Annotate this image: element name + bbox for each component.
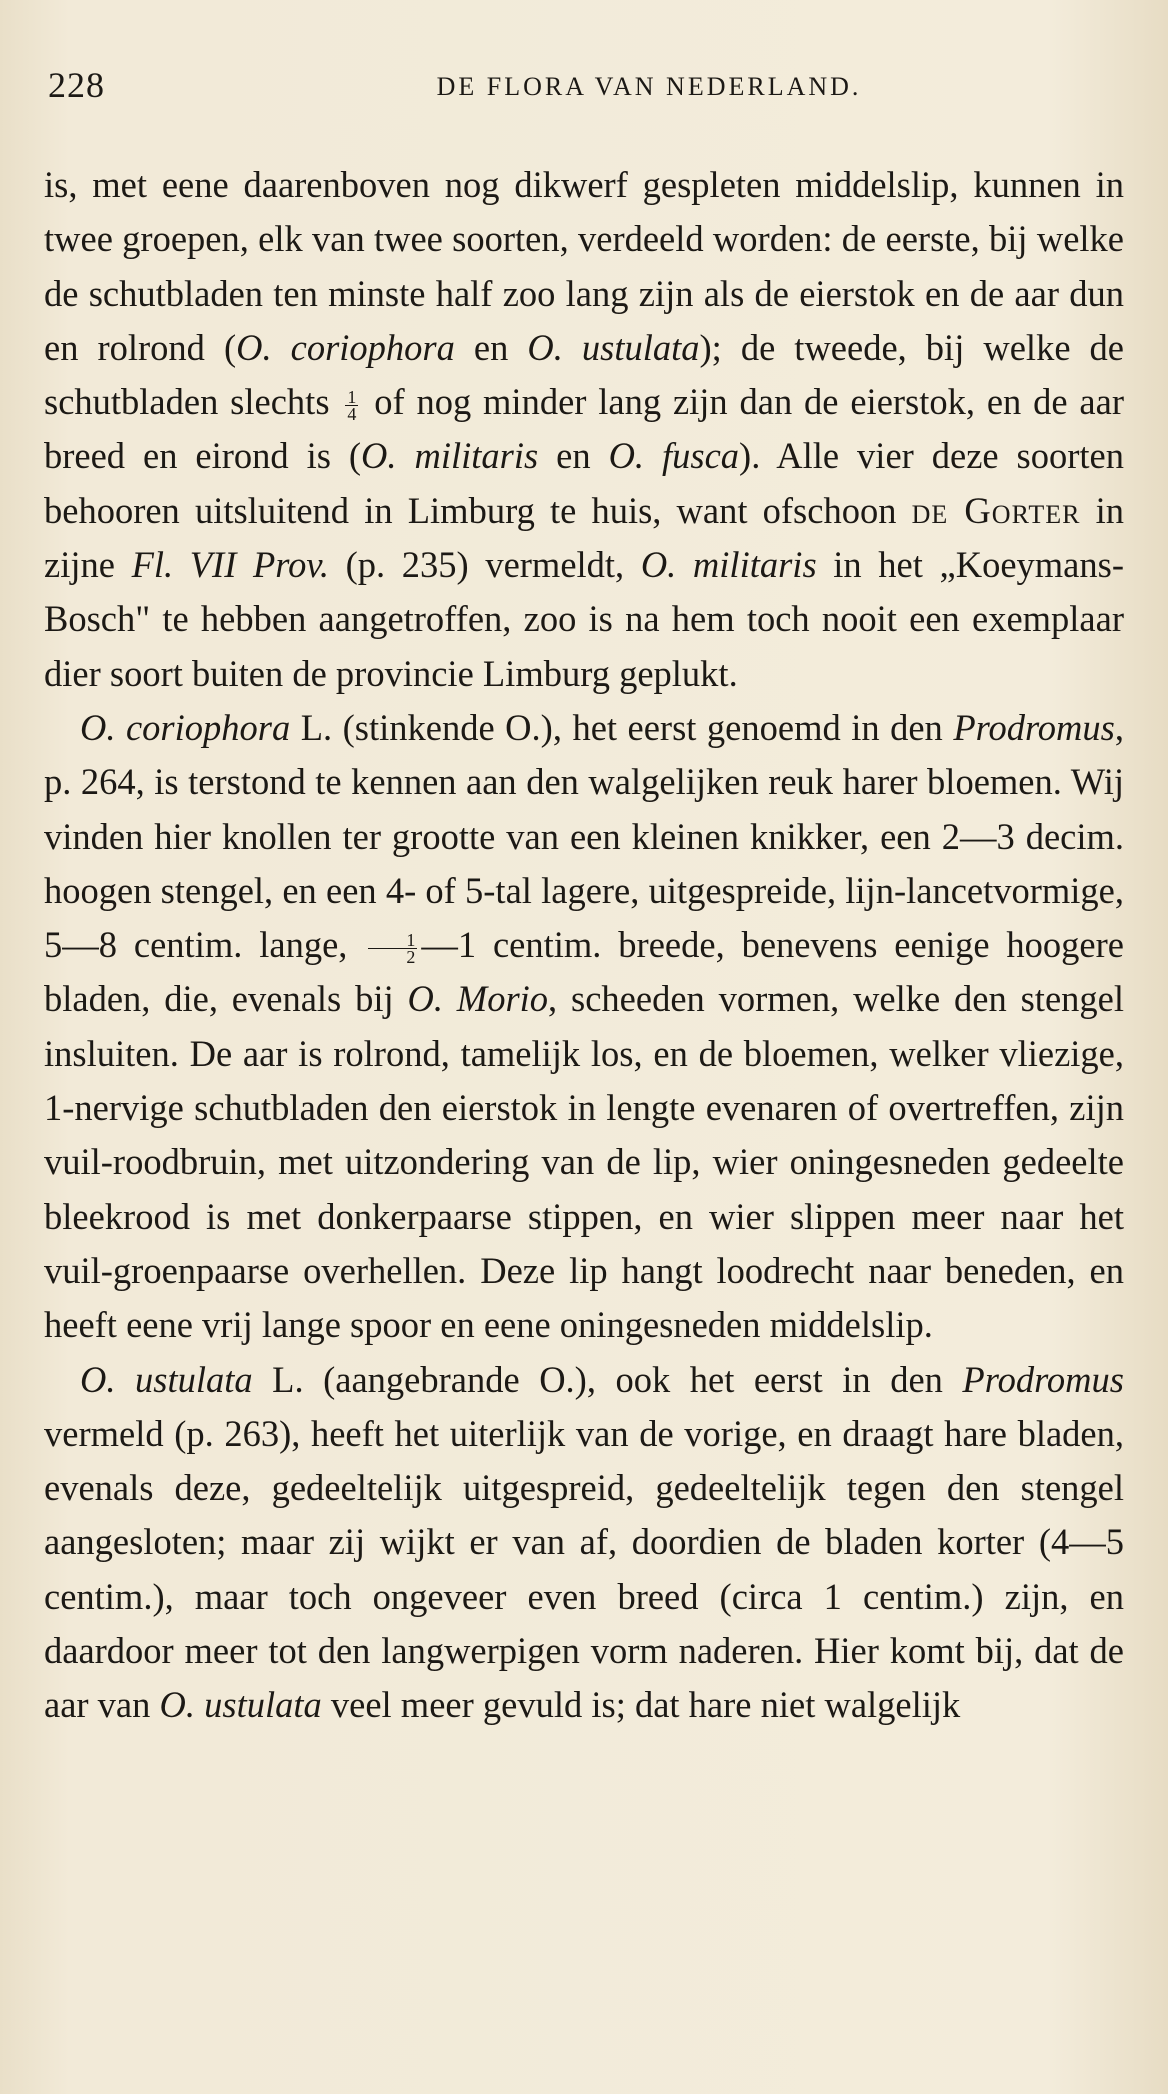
text-run: en xyxy=(454,326,528,368)
page-number: 228 xyxy=(48,65,105,105)
fraction-denominator: 4 xyxy=(347,404,357,425)
text-run: vermeld (p. 263), heeft het uiterlijk van de vorige, en draagt hare bladen, evenals deze, gedeeltelijk uitgespreid, gedeeltelijk tegen den stengel aangesloten; maar zij wijkt er van af, doordien de bladen korter (4—5 centim.), maar toch ongeveer even breed (circa 1 centim.) zijn, en daardoor meer tot den langwerpigen vorm naderen. Hier komt bij, dat de aar van xyxy=(44,1412,1124,1726)
species-name: O. ustulata xyxy=(80,1358,253,1400)
book-title: Fl. VII Prov. xyxy=(131,544,329,586)
author-name: de Gorter xyxy=(911,489,1081,531)
text-run: ); de tweede, bij welke de schutbladen slechts xyxy=(44,326,1124,423)
species-name: O. coriophora xyxy=(80,706,291,748)
text-run: en xyxy=(538,435,609,477)
text-run: L. (stinkende O.), het eerst genoemd in den xyxy=(290,706,954,748)
species-name: O. coriophora xyxy=(236,326,455,368)
text-run: , p. 264, is terstond te kennen aan den walgelijken reuk harer bloemen. Wij vinden hier knollen ter grootte van een kleinen knikker, een 2—3 decim. hoogen stengel, en een 4- of 5-tal lagere, uitgespreide, lijn-lancetvormige, 5—8 centim. lange, xyxy=(44,706,1124,966)
text-run: in zijne xyxy=(44,489,1124,586)
paragraph-3 xyxy=(44,1353,1124,1733)
fraction-denominator: 2 xyxy=(406,947,416,968)
text-run: of nog minder lang zijn dan de eierstok, en de aar breed en eirond is ( xyxy=(44,381,1124,477)
species-name: O. militaris xyxy=(640,544,817,586)
fraction-numerator: 1 xyxy=(368,932,417,949)
text-run: is, met eene daarenboven nog dikwerf gespleten middelslip, kunnen in twee groepen, elk van twee soorten, verdeeld worden: de eerste, bij welke de schutbladen ten minste half zoo lang zijn als de eierstok en de aar dun en rolrond ( xyxy=(44,164,1124,368)
paragraph-2 xyxy=(44,701,1124,1353)
species-name: O. militaris xyxy=(361,435,539,477)
paragraph-1 xyxy=(44,158,1124,701)
species-name: O. Morio xyxy=(407,978,549,1020)
species-name: O. ustulata xyxy=(527,326,700,368)
species-name: O. fusca xyxy=(608,435,740,477)
text-run: , scheeden vormen, welke den stengel insluiten. De aar is rolrond, tamelijk los, en de bloemen, welker vliezige, 1-nervige schutbladen den eierstok in lengte evenaren of overtreffen, zijn vuil-roodbruin, met uitzondering van de lip, wier oningesneden gedeelte bleekrood is met donkerpaarse stippen, en wier slippen meer naar het vuil-groenpaarse overhellen. Deze lip hangt loodrecht naar beneden, en heeft eene vrij lange spoor en eene oningesneden middelslip. xyxy=(44,978,1124,1346)
text-run: —1 centim. breede, benevens eenige hoogere bladen, die, evenals bij xyxy=(44,924,1124,1020)
running-head: DE FLORA VAN NEDERLAND. xyxy=(436,72,862,101)
text-run: L. (aangebrande O.), ook het eerst in den xyxy=(252,1358,963,1400)
page-body xyxy=(44,158,1124,1733)
fraction xyxy=(368,930,417,968)
fraction xyxy=(345,387,358,425)
book-title: Prodromus xyxy=(953,706,1115,748)
text-run: (p. 235) vermeldt, xyxy=(329,544,641,586)
fraction-numerator: 1 xyxy=(347,387,357,408)
species-name: O. ustulata xyxy=(159,1684,322,1726)
text-run: veel meer gevuld is; dat hare niet walgelijk xyxy=(321,1684,961,1726)
book-title: Prodromus xyxy=(962,1358,1124,1400)
text-run: ). Alle vier deze soorten behooren uitsluitend in Limburg te huis, want ofschoon xyxy=(44,435,1124,531)
page-header xyxy=(44,60,1124,120)
text-run: in het „Koeymans-Bosch" te hebben aangetroffen, zoo is na hem toch nooit een exemplaar dier soort buiten de provincie Limburg geplukt. xyxy=(44,544,1124,694)
